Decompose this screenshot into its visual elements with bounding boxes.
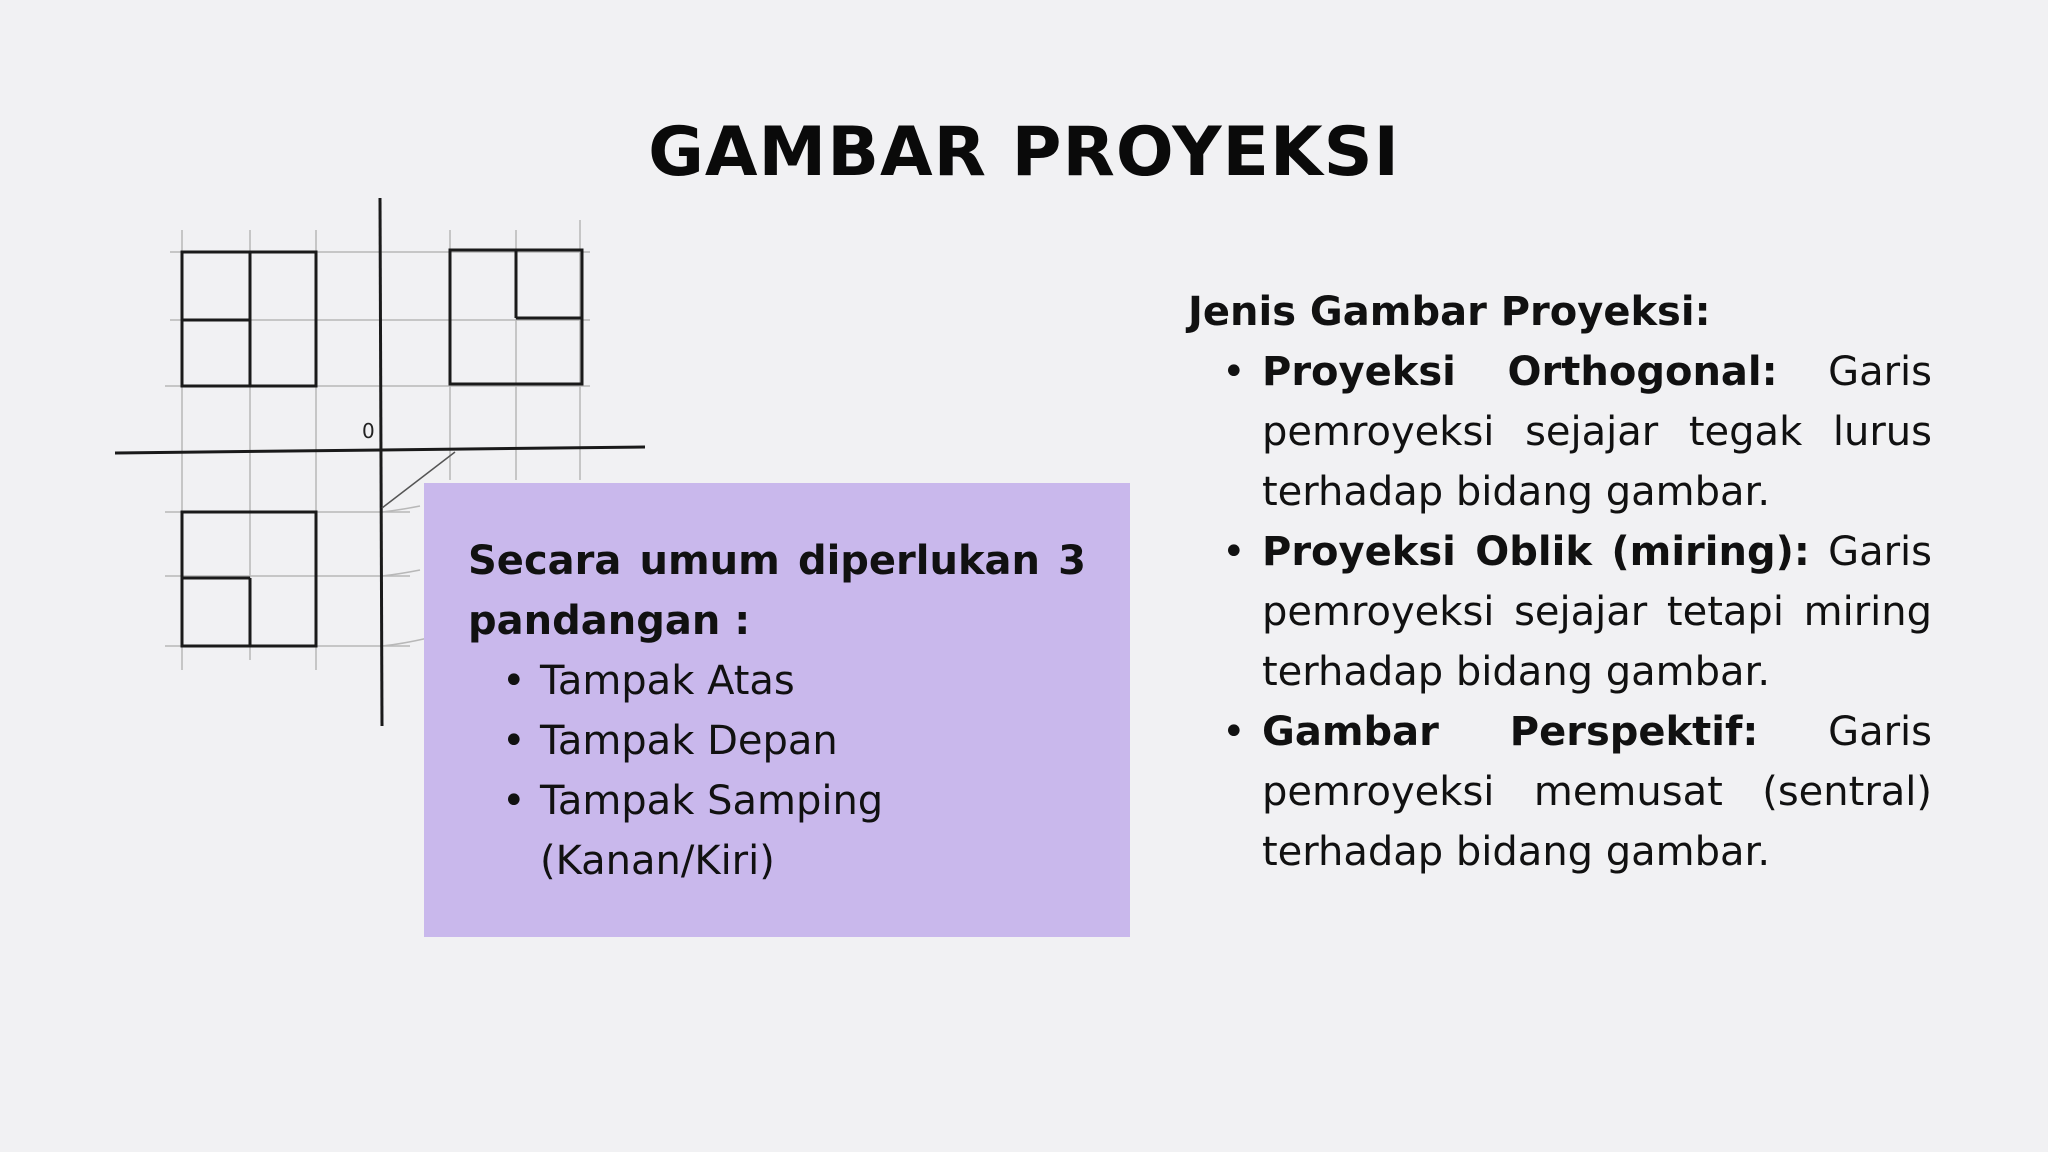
types-heading: Jenis Gambar Proyeksi: bbox=[1188, 289, 1711, 335]
views-item-side: • Tampak Samping (Kanan/Kiri) bbox=[468, 771, 1086, 891]
origin-label: 0 bbox=[362, 419, 375, 443]
projection-types bbox=[1188, 282, 1932, 882]
slide-title: GAMBAR PROYEKSI bbox=[648, 113, 1400, 192]
types-list bbox=[1188, 342, 1932, 882]
type-term: Gambar Perspektif: bbox=[1262, 709, 1759, 755]
views-list bbox=[468, 651, 1086, 891]
type-term: Proyeksi Orthogonal: bbox=[1262, 349, 1778, 395]
type-desc: Garis pemroyeksi sejajar tetapi miring terhadap bidang gambar. bbox=[1262, 529, 1933, 695]
type-item-perspective bbox=[1188, 702, 1932, 882]
type-desc: Garis pemroyeksi sejajar tegak lurus terhadap bidang gambar. bbox=[1262, 349, 1932, 515]
views-item-front: • Tampak Depan bbox=[468, 711, 1086, 771]
type-item-oblique bbox=[1188, 522, 1932, 702]
type-item-orthogonal bbox=[1188, 342, 1932, 522]
type-term: Proyeksi Oblik (miring): bbox=[1262, 529, 1810, 575]
vertical-axis bbox=[380, 198, 382, 726]
views-lead: Secara umum diperlukan 3 pandangan : bbox=[468, 538, 1086, 644]
type-desc: Garis pemroyeksi memusat (sentral) terhadap bidang gambar. bbox=[1262, 709, 1933, 875]
views-item-top: • Tampak Atas bbox=[468, 651, 1086, 711]
views-box bbox=[424, 483, 1130, 937]
